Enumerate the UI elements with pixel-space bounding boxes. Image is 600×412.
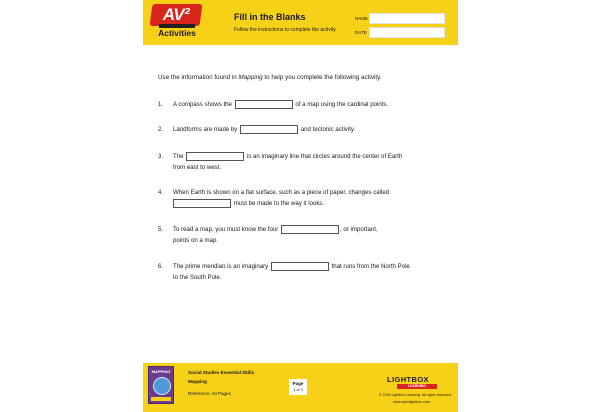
question-text: , or important, <box>340 226 378 233</box>
question-text: to the South Pole. <box>173 274 222 281</box>
lightbox-logo: LIGHTBOX <box>387 375 429 384</box>
question-text: When Earth is shown on a flat surface, such as a piece of paper, changes called <box>173 189 390 196</box>
cover-strip <box>151 397 171 401</box>
series-title: Social Studies Essential Skills <box>188 370 255 375</box>
answer-blank[interactable] <box>173 199 231 208</box>
question-text: from east to west. <box>173 164 222 171</box>
question-number: 3. <box>158 153 164 160</box>
question-text: Landforms are made by <box>173 126 238 133</box>
reference-text: Reference: All Pages <box>188 391 231 396</box>
question-number: 4. <box>158 189 164 196</box>
book-cover <box>148 366 174 404</box>
av2-logo <box>149 4 205 42</box>
answer-blank[interactable] <box>281 225 339 234</box>
logo-subtitle: Activities <box>158 28 196 38</box>
page-title: Fill in the Blanks <box>234 12 306 22</box>
question-text: To read a map, you must know the four <box>173 226 279 233</box>
intro-text-after: to help you complete the following activity. <box>262 74 382 81</box>
date-label: DATE <box>355 30 367 35</box>
page-label: Page <box>292 381 304 386</box>
question-number: 5. <box>158 226 164 233</box>
website-link[interactable]: www.openlightbox.com <box>393 400 430 404</box>
answer-blank[interactable] <box>271 262 329 271</box>
question-text: must be made to the way it looks. <box>233 200 325 207</box>
name-field[interactable] <box>369 13 445 24</box>
question-text: The prime meridian is an imaginary <box>173 263 269 270</box>
date-field[interactable] <box>369 27 445 38</box>
intro-text-before: Use the information found in <box>158 74 239 81</box>
question-text: points on a map. <box>173 237 219 244</box>
question-text: The <box>173 153 184 160</box>
cover-title: MAPPING <box>151 369 171 374</box>
question-number: 6. <box>158 263 164 270</box>
answer-blank[interactable] <box>240 125 298 134</box>
logo-text: AV² <box>162 5 190 24</box>
intro-book-title: Mapping <box>238 74 263 81</box>
globe-icon <box>153 377 171 395</box>
footer-bar <box>143 363 458 412</box>
book-title: Mapping <box>188 379 207 384</box>
copyright-text: © 2026 Lightbox Learning. All rights reserved. <box>379 393 452 397</box>
page-subtitle: Follow the instructions to complete the activity. <box>234 27 337 33</box>
instructions <box>158 74 382 81</box>
answer-blank[interactable] <box>235 100 293 109</box>
lightbox-logo-sub: LEARNING <box>397 384 437 389</box>
question-number: 2. <box>158 126 164 133</box>
worksheet-page <box>143 0 458 412</box>
question-text: that runs from the North Pole <box>331 263 410 270</box>
answer-blank[interactable] <box>186 152 244 161</box>
header-bar <box>143 0 458 45</box>
question-number: 1. <box>158 101 164 108</box>
question-text: A compass shows the <box>173 101 232 108</box>
page-number: 1 of 1 <box>292 387 303 392</box>
question-text: of a map using the cardinal points. <box>295 101 389 108</box>
page-indicator <box>289 379 307 395</box>
name-label: NAME <box>355 16 369 21</box>
question-text: and tectonic activity. <box>300 126 356 133</box>
question-text: is an imaginary line that circles around the center of Earth <box>246 153 403 160</box>
